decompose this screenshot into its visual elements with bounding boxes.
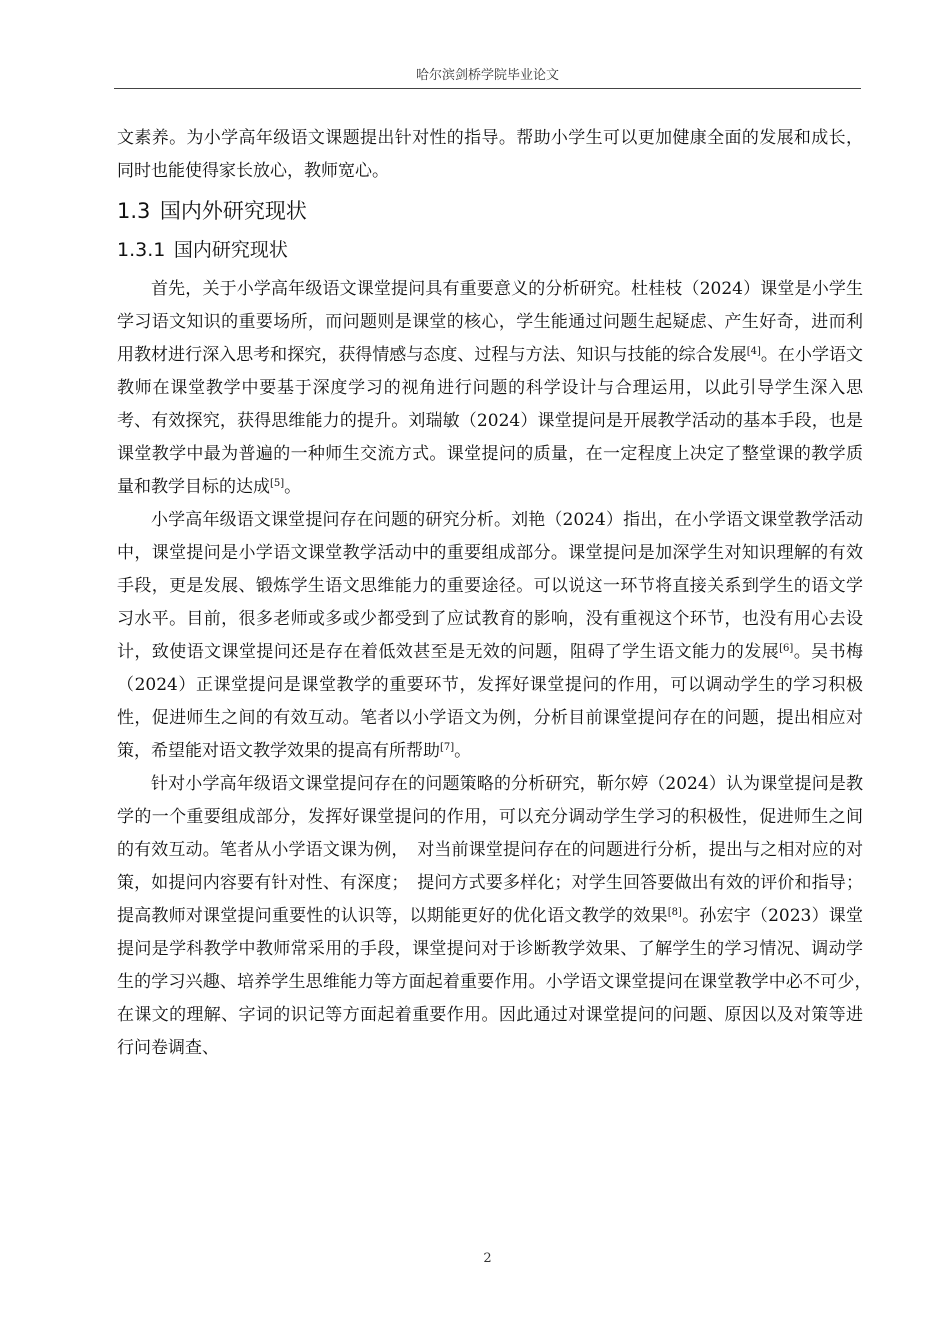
subsection-number: 1.3.1	[117, 239, 166, 261]
citation-ref: [6]	[779, 643, 794, 654]
running-header: 哈尔滨剑桥学院毕业论文	[415, 68, 559, 83]
header-rule	[114, 88, 861, 89]
section-title: 国内外研究现状	[159, 199, 307, 223]
citation-ref: [7]	[440, 742, 455, 753]
paragraph-text: 首先，关于小学高年级语文课堂提问具有重要意义的分析研究。杜桂枝（2024）课堂是小学生学习语文知识的重要场所，而问题则是课堂的核心，学生能通过问题生起疑虑、产生好奇，进而利用教材进行深入思考和探究，获得情感与态度、过程与方法、知识与技能的综合发展	[117, 279, 863, 365]
paragraph-text: 小学高年级语文课堂提问存在问题的研究分析。刘艳（2024）指出，在小学语文课堂教学活动中，课堂提问是小学语文课堂教学活动中的重要组成部分。课堂提问是加深学生对知识理解的有效手段，更是发展、锻炼学生语文思维能力的重要途径。可以说这一环节将直接关系到学生的语文学习水平。目前，很多老师或多或少都受到了应试教育的影响，没有重视这个环节，也没有用心去设计，致使语文课堂提问还是存在着低效甚至是无效的问题，阻碍了学生语文能力的发展	[117, 510, 863, 662]
page-number: 2	[483, 1251, 492, 1266]
citation-ref: [8]	[667, 907, 682, 918]
paragraph-text: 。	[284, 477, 302, 497]
paragraph-text: 。	[454, 741, 472, 761]
subsection-title: 国内研究现状	[173, 239, 288, 261]
continued-paragraph: 文素养。为小学高年级语文课题提出针对性的指导。帮助小学生可以更加健康全面的发展和成长，同时也能使得家长放心，教师宽心。	[117, 128, 863, 181]
subsection-heading	[117, 233, 863, 267]
paragraph-significance	[117, 273, 863, 504]
paragraph-text: 。吴书梅（2024）正课堂提问是课堂教学的重要环节，发挥好课堂提问的作用，可以调动学生的学习积极性，促进师生之间的有效互动。笔者以小学语文为例，分析目前课堂提问存在的问题，提出相应对策，希望能对语文教学效果的提高有所帮助	[117, 642, 864, 761]
paragraph-strategies	[117, 768, 880, 1065]
section-number: 1.3	[117, 199, 151, 223]
paragraph-text: 。在小学语文教师在课堂教学中要基于深度学习的视角进行问题的科学设计与合理运用，以此引导学生深入思考、有效探究，获得思维能力的提升。刘瑞敏（2024）课堂提问是开展教学活动的基本手段，也是课堂教学中最为普遍的一种师生交流方式。课堂提问的质量，在一定程度上决定了整堂课的教学质量和教学目标的达成	[117, 345, 864, 497]
paragraph-problems	[117, 504, 863, 768]
paragraph-text: 针对小学高年级语文课堂提问存在的问题策略的分析研究，靳尔婷（2024）认为课堂提问是教学的一个重要组成部分，发挥好课堂提问的作用，可以充分调动学生学习的积极性，促进师生之间的有效互动。笔者从小学语文课为例， 对当前课堂提问存在的问题进行分析，提出与之相对应的对策，如提问内容要有针对性、有深度； 提问方式要多样化；对学生回答要做出有效的评价和指导；提高教师对课堂提问重要性的认识等，以期能更好的优化语文教学的效果	[117, 774, 863, 926]
citation-ref: [4]	[746, 346, 761, 357]
citation-ref: [5]	[270, 478, 285, 489]
page-body	[117, 122, 880, 1065]
paragraph-text: 。孙宏宇（2023）课堂提问是学科教学中教师常采用的手段，课堂提问对于诊断教学效果、了解学生的学习情况、调动学生的学习兴趣、培养学生思维能力等方面起着重要作用。小学语文课堂提问在课堂教学中必不可少， 在课文的理解、字词的识记等方面起着重要作用。因此通过对课堂提问的问题、原因以及对策等进行问卷调查、	[117, 906, 880, 1058]
section-heading	[117, 193, 863, 229]
